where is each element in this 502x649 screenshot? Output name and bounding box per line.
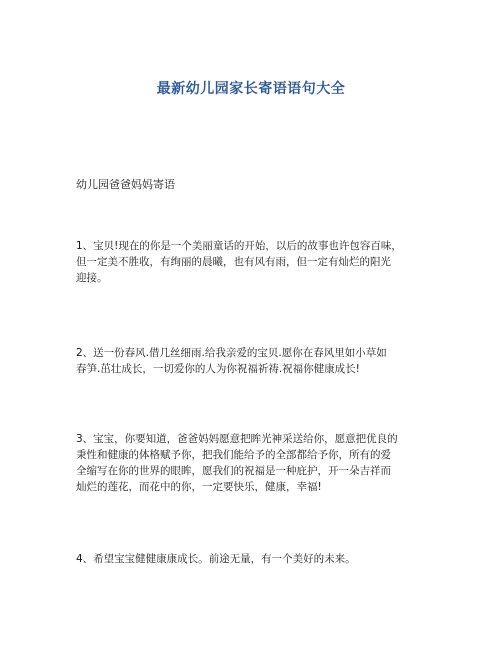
paragraph-line: 秉性和健康的体格赋予你，把我们能给予的全部都给予你，所有的爱 — [76, 449, 391, 461]
paragraph-line: 但一定美不胜收，有绚丽的晨曦，也有风有雨，但一定有灿烂的阳光 — [76, 256, 391, 268]
paragraph-line: 春笋.茁壮成长，一切爱你的人为你祝福祈祷.祝福你健康成长! — [76, 363, 360, 375]
paragraph-line: 全缩写在你的世界的眼眸，愿我们的祝福是一种庇护，开一朵吉祥而 — [76, 465, 391, 477]
section-heading: 幼儿园爸爸妈妈寄语 — [76, 178, 175, 191]
paragraph-2 — [76, 345, 426, 377]
paragraph-line: 灿烂的莲花，而花中的你，一定要快乐，健康，幸福! — [76, 481, 322, 493]
paragraph-line: 3、宝宝，你要知道，爸爸妈妈愿意把眸光神采送给你，愿意把优良的 — [76, 433, 398, 445]
paragraph-line: 迎接。 — [76, 272, 108, 284]
paragraph-3 — [76, 431, 426, 495]
paragraph-1 — [76, 238, 426, 286]
paragraph-4 — [76, 551, 426, 567]
document-title: 最新幼儿园家长寄语语句大全 — [156, 81, 346, 97]
paragraph-line: 2、送一份春风.借几丝细雨.给我亲爱的宝贝.愿你在春风里如小草如 — [76, 347, 387, 359]
paragraph-line: 1、宝贝!现在的你是一个美丽童话的开始，以后的故事也许包容百味， — [76, 240, 402, 252]
paragraph-line: 4、希望宝宝健健康康成长。前途无量，有一个美好的未来。 — [76, 553, 356, 565]
